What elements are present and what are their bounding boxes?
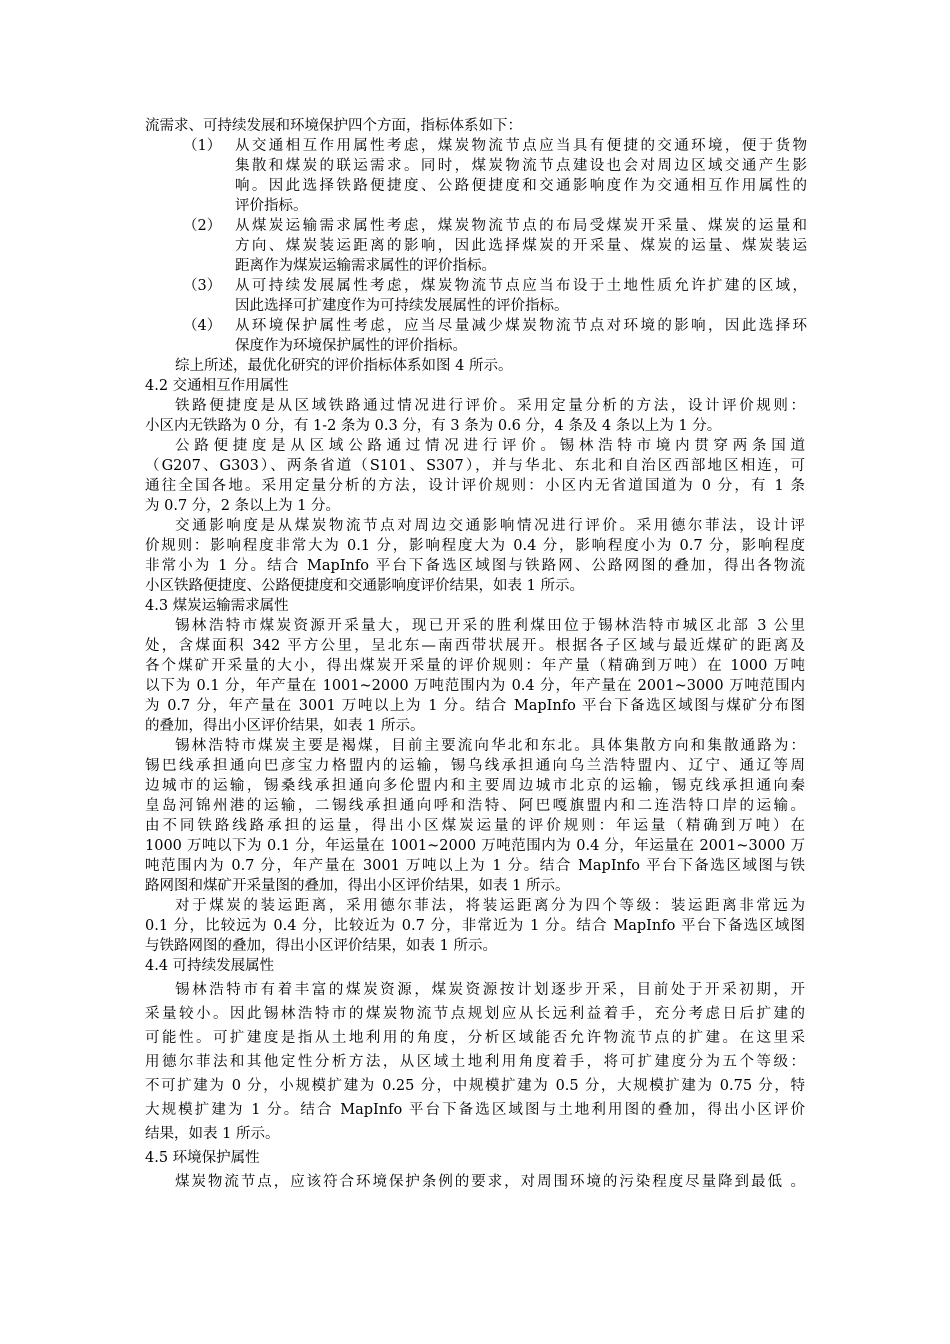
text-line: 锡林浩特市煤炭主要是褐煤，目前主要流向华北和东北。具体集散方向和集散通路为： xyxy=(175,738,805,754)
text-line: 小区铁路便捷度、公路便捷度和交通影响度评价结果，如表 1 所示。 xyxy=(145,578,584,594)
list-number: （1） xyxy=(183,138,222,154)
text-line: 以下为 0.1 分，年产量在 1001~2000 万吨范围内为 0.4 分，年产量在 2001~3000 万吨范围内 xyxy=(145,678,805,694)
text-line: 响。因此选择铁路便捷度、公路便捷度和交通影响度作为交通相互作用属性的 xyxy=(235,178,807,194)
text-line: 的叠加，得出小区评价结果，如表 1 所示。 xyxy=(145,718,425,734)
text-line: 铁路便捷度是从区域铁路通过情况进行评价。采用定量分析的方法，设计评价规则： xyxy=(175,398,805,414)
text-line: 4.5 环境保护属性 xyxy=(145,1150,260,1166)
text-line: 锡林浩特市有着丰富的煤炭资源，煤炭资源按计划逐步开采，目前处于开采初期，开 xyxy=(175,982,805,998)
text-line: 评价指标。 xyxy=(235,198,308,214)
text-line: 与铁路网图的叠加，得出小区评价结果，如表 1 所示。 xyxy=(145,938,497,954)
text-line: 处，含煤面积 342 平方公里，呈北东—南西带状展开。根据各子区域与最近煤矿的距离及 xyxy=(145,638,805,654)
text-line: 保度作为环境保护属性的评价指标。 xyxy=(235,338,467,354)
text-line: 0.1 分，比较远为 0.4 分，比较近为 0.7 分，非常近为 1 分。结合 MapInfo 平台下备选区域图 xyxy=(145,918,805,934)
text-line: 距离作为煤炭运输需求属性的评价指标。 xyxy=(235,258,496,274)
text-line: 综上所述，最优化研究的评价指标体系如图 4 所示。 xyxy=(175,358,513,374)
text-line: （G207、G303）、两条省道（S101、S307），并与华北、东北和自治区西部地区相连，可 xyxy=(145,458,805,474)
text-line: 小区内无铁路为 0 分，有 1-2 条为 0.3 分，有 3 条为 0.6 分，4 条及 4 条以上为 1 分。 xyxy=(145,418,722,434)
text-line: 4.3 煤炭运输需求属性 xyxy=(145,598,289,614)
text-line: 公路便捷度是从区域公路通过情况进行评价。锡林浩特市境内贯穿两条国道 xyxy=(175,438,805,454)
text-line: 由不同铁路线路承担的运量，得出小区煤炭运量的评价规则：年运量（精确到万吨）在 xyxy=(145,818,805,834)
text-line: 交通影响度是从煤炭物流节点对周边交通影响情况进行评价。采用德尔菲法，设计评 xyxy=(175,518,805,534)
text-line: 因此选择可扩建度作为可持续发展属性的评价指标。 xyxy=(235,298,569,314)
list-number: （3） xyxy=(183,278,222,294)
text-line: 锡巴线承担通向巴彦宝力格盟内的运输，锡乌线承担通向乌兰浩特盟内、辽宁、通辽等周 xyxy=(145,758,805,774)
text-line: 流需求、可持续发展和环境保护四个方面，指标体系如下： xyxy=(145,118,522,134)
text-line: 吨范围内为 0.7 分，年产量在 3001 万吨以上为 1 分。结合 MapInfo 平台下备选区域图与铁 xyxy=(145,858,805,874)
text-line: 价规则：影响程度非常大为 0.1 分，影响程度大为 0.4 分，影响程度小为 0.7 分，影响程度 xyxy=(145,538,805,554)
text-line: 从可持续发展属性考虑，煤炭物流节点应当布设于土地性质允许扩建的区域， xyxy=(235,278,807,294)
text-line: 对于煤炭的装运距离，采用德尔菲法，将装运距离分为四个等级：装运距离非常远为 xyxy=(175,898,805,914)
list-number: （4） xyxy=(183,318,222,334)
text-line: 煤炭物流节点，应该符合环境保护条例的要求，对周围环境的污染程度尽量降到最低 。 xyxy=(175,1174,805,1190)
text-line: 为 0.7 分，年产量在 3001 万吨以上为 1 分。结合 MapInfo 平台下备选区域图与煤矿分布图 xyxy=(145,698,805,714)
text-line: 为 0.7 分，2 条以上为 1 分。 xyxy=(145,498,341,514)
text-line: 大规模扩建为 1 分。结合 MapInfo 平台下备选区域图与土地利用图的叠加，得出小区评价 xyxy=(145,1102,805,1118)
text-line: 可能性。可扩建度是指从土地利用的角度，分析区域能否允许物流节点的扩建。在这里采 xyxy=(145,1030,805,1046)
text-line: 边城市的运输，锡桑线承担通向多伦盟内和主要周边城市北京的运输，锡克线承担通向秦 xyxy=(145,778,805,794)
text-line: 路网图和煤矿开采量图的叠加，得出小区评价结果，如表 1 所示。 xyxy=(145,878,570,894)
text-line: 集散和煤炭的联运需求。同时，煤炭物流节点建设也会对周边区域交通产生影 xyxy=(235,158,807,174)
text-line: 采量较小。因此锡林浩特市的煤炭物流节点规划应从长远利益着手，充分考虑日后扩建的 xyxy=(145,1006,805,1022)
text-line: 皇岛河锦州港的运输，二锡线承担通向呼和浩特、阿巴嘎旗盟内和二连浩特口岸的运输。 xyxy=(145,798,805,814)
text-line: 4.4 可持续发展属性 xyxy=(145,958,275,974)
text-line: 从环境保护属性考虑，应当尽量减少煤炭物流节点对环境的影响，因此选择环 xyxy=(235,318,807,334)
text-line: 方向、煤炭装运距离的影响，因此选择煤炭的开采量、煤炭的运量、煤炭装运 xyxy=(235,238,807,254)
text-line: 从煤炭运输需求属性考虑，煤炭物流节点的布局受煤炭开采量、煤炭的运量和 xyxy=(235,218,807,234)
text-line: 不可扩建为 0 分，小规模扩建为 0.25 分，中规模扩建为 0.5 分，大规模扩建为 0.75 分，特 xyxy=(145,1078,805,1094)
text-line: 4.2 交通相互作用属性 xyxy=(145,378,289,394)
text-line: 各个煤矿开采量的大小，得出煤炭开采量的评价规则：年产量（精确到万吨）在 1000 万吨 xyxy=(145,658,805,674)
text-line: 结果，如表 1 所示。 xyxy=(145,1126,280,1142)
text-line: 用德尔菲法和其他定性分析方法，从区域土地利用角度着手，将可扩建度分为五个等级： xyxy=(145,1054,805,1070)
text-line: 锡林浩特市煤炭资源开采量大，现已开采的胜利煤田位于锡林浩特市城区北部 3 公里 xyxy=(175,618,805,634)
text-line: 1000 万吨以下为 0.1 分，年运量在 1001~2000 万吨范围内为 0.4 分，年运量在 2001~3000 万 xyxy=(145,838,805,854)
text-line: 通往全国各地。采用定量分析的方法，设计评价规则：小区内无省道国道为 0 分，有 1 条 xyxy=(145,478,805,494)
text-line: 非常小为 1 分。结合 MapInfo 平台下备选区域图与铁路网、公路网图的叠加，得出各物流 xyxy=(145,558,805,574)
text-line: 从交通相互作用属性考虑，煤炭物流节点应当具有便捷的交通环境，便于货物 xyxy=(235,138,807,154)
list-number: （2） xyxy=(183,218,222,234)
